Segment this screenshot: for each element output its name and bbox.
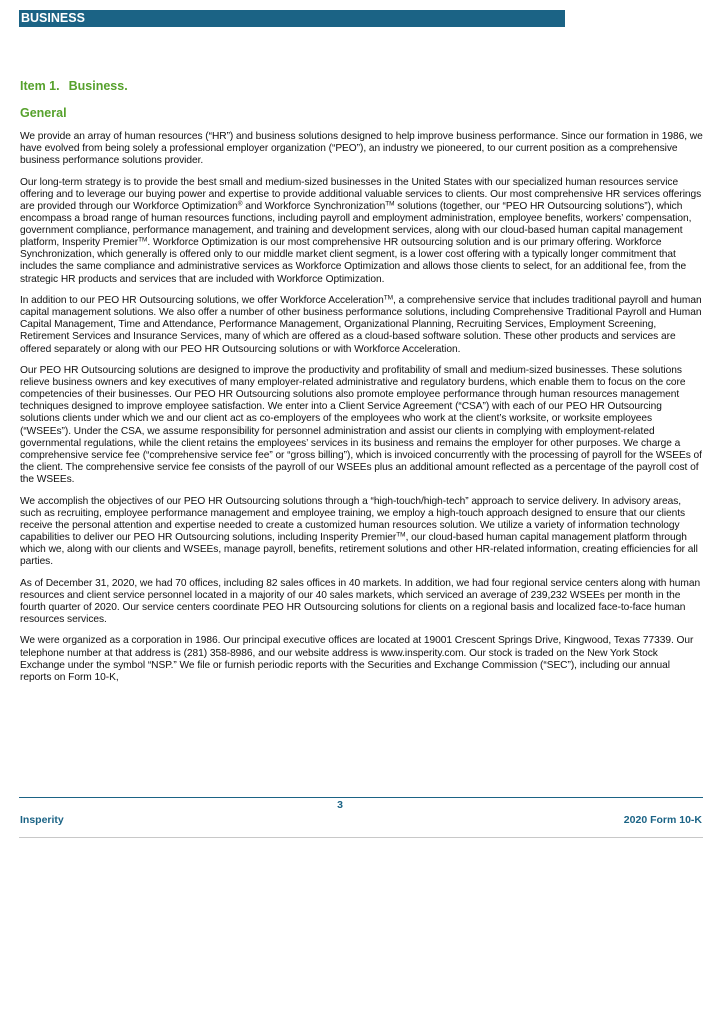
trademark-mark: TM xyxy=(385,200,395,208)
paragraph-corporate-info: We were organized as a corporation in 1986. Our principal executive offices are located at 19001 Crescent Springs Drive, Kingwood, Texas 77339. Our telephone number at that address is (281) 358-8986, and our website address is www.insperity.com. Our stock is traded on the New York Stock Exchange under the symbol “NSP.” We file or furnish periodic reports with the Securities and Exchange Commission (“SEC”), including our annual reports on Form 10-K, xyxy=(20,635,694,683)
paragraph-high-touch xyxy=(20,496,704,569)
item-title: Business. xyxy=(68,79,128,93)
item-number: Item 1. xyxy=(20,79,60,93)
item-heading xyxy=(20,77,704,95)
footer-company-name: Insperity xyxy=(20,814,64,826)
footer-form-label: 2020 Form 10-K xyxy=(623,814,702,826)
page-number: 3 xyxy=(337,799,343,811)
trademark-mark: TM xyxy=(138,236,148,244)
document-body xyxy=(20,77,704,693)
trademark-mark: TM xyxy=(396,531,406,539)
section-title: General xyxy=(20,106,67,120)
text-run: and Workforce Synchronization xyxy=(242,200,386,212)
text-run: We accomplish the objectives of our PEO HR Outsourcing solutions through a “high-touch/high-tech” approach to service delivery. In advisory areas, such as recruiting, employee performance management and employee training, we employ a high-touch approach designed to ensure that our clients receive the personal attention and expertise needed to create a customized human resources solution. We utilize a variety of information technology capabilities to deliver our PEO HR Outsourcing solutions, including Insperity Premier xyxy=(20,495,686,543)
paragraph-peo-design: Our PEO HR Outsourcing solutions are designed to improve the productivity and profitability of small and medium-sized businesses. These solutions relieve business owners and key executives of many employer-related administrative and regulatory burdens, which enable them to focus on the core competencies of their businesses. Our PEO HR Outsourcing solutions also promote employee performance through human resources management techniques designed to improve employee satisfaction. We enter into a Client Service Agreement (“CSA”) with each of our PEO HR Outsourcing solutions clients under which we and our client act as co-employers of the employees who work at the client’s worksite, or worksite employees (“WSEEs”). Under the CSA, we assume responsibility for personnel administration and assist our clients in complying with employment-related governmental regulations, while the client retains the employees’ services in its business and remains the employer for other purposes. We charge a comprehensive service fee (“comprehensive service fee” or “gross billing”), which is invoiced concurrently with the processing of payroll for the WSEEs of the client. The comprehensive service fee consists of the payroll of our WSEEs plus an additional amount reflected as a percentage of the payroll cost of the WSEEs. xyxy=(20,365,702,485)
text-run: , our cloud-based human capital management platform through which we, along with our clients and WSEEs, manage payroll, benefits, retirement solutions and other HR-related information, creating efficiencies for all parties. xyxy=(20,531,698,567)
paragraph-overview: We provide an array of human resources (“HR”) and business solutions designed to help improve business performance. Since our formation in 1986, we have evolved from being solely a professional employer organization (“PEO”), an industry we pioneered, to our current position as a comprehensive business performance solutions provider. xyxy=(20,131,703,167)
text-run: . Workforce Optimization is our most comprehensive HR outsourcing solution and is our primary offering. Workforce Synchronization, which generally is offered only to our middle market client segment, is a lower cost offering with a typically longer commitment that includes the same compliance and administrative services as Workforce Optimization and allows those clients to select, for an additional fee, from the strategic HR products and services that are included with Workforce Optimization. xyxy=(20,237,687,285)
paragraph-offices: As of December 31, 2020, we had 70 offices, including 82 sales offices in 40 markets. In addition, we had four regional service centers along with human resources and client service personnel located in a majority of our 40 sales markets, which serviced an average of 239,232 WSEEs per month in the fourth quarter of 2020. Our service centers coordinate PEO HR Outsourcing solutions for clients on a regional basis and localized face-to-face human resources services. xyxy=(20,577,701,625)
text-run: , a comprehensive service that includes traditional payroll and human capital management solutions. We also offer a number of other business performance solutions, including Comprehensive Traditional Payroll and Human Capital Management, Time and Attendance, Performance Management, Organizational Planning, Recruiting Services, Employment Screening, Retirement Services and Insurance Services, many of which are offered as a cloud-based software solution. These other products and services are offered separately or along with our PEO HR Outsourcing solutions or with Workforce Acceleration. xyxy=(20,295,702,355)
footer-divider xyxy=(19,797,703,798)
text-run: Our long-term strategy is to provide the best small and medium-sized businesses in the United States with our specialized human resources service offering and to leverage our buying power and expertise to provide additional valuable services to clients. Our most comprehensive HR services offerings are provided through our Workforce Optimization xyxy=(20,176,702,212)
paragraph-strategy xyxy=(20,177,704,286)
footer-bottom-divider xyxy=(19,837,703,838)
text-run: In addition to our PEO HR Outsourcing solutions, we offer Workforce Acceleration xyxy=(20,295,384,307)
trademark-mark: TM xyxy=(383,294,393,302)
text-run: solutions (together, our “PEO HR Outsourcing solutions”), which encompass a broad range of human resources functions, including payroll and employment administration, employee benefits, workers’ compensation, government compliance, performance management, and training and development services, along with our cloud-based human capital management platform, Insperity Premier xyxy=(20,200,692,249)
registered-mark: ® xyxy=(237,200,243,208)
paragraph-other-solutions xyxy=(20,295,704,355)
section-banner: BUSINESS xyxy=(19,10,565,27)
